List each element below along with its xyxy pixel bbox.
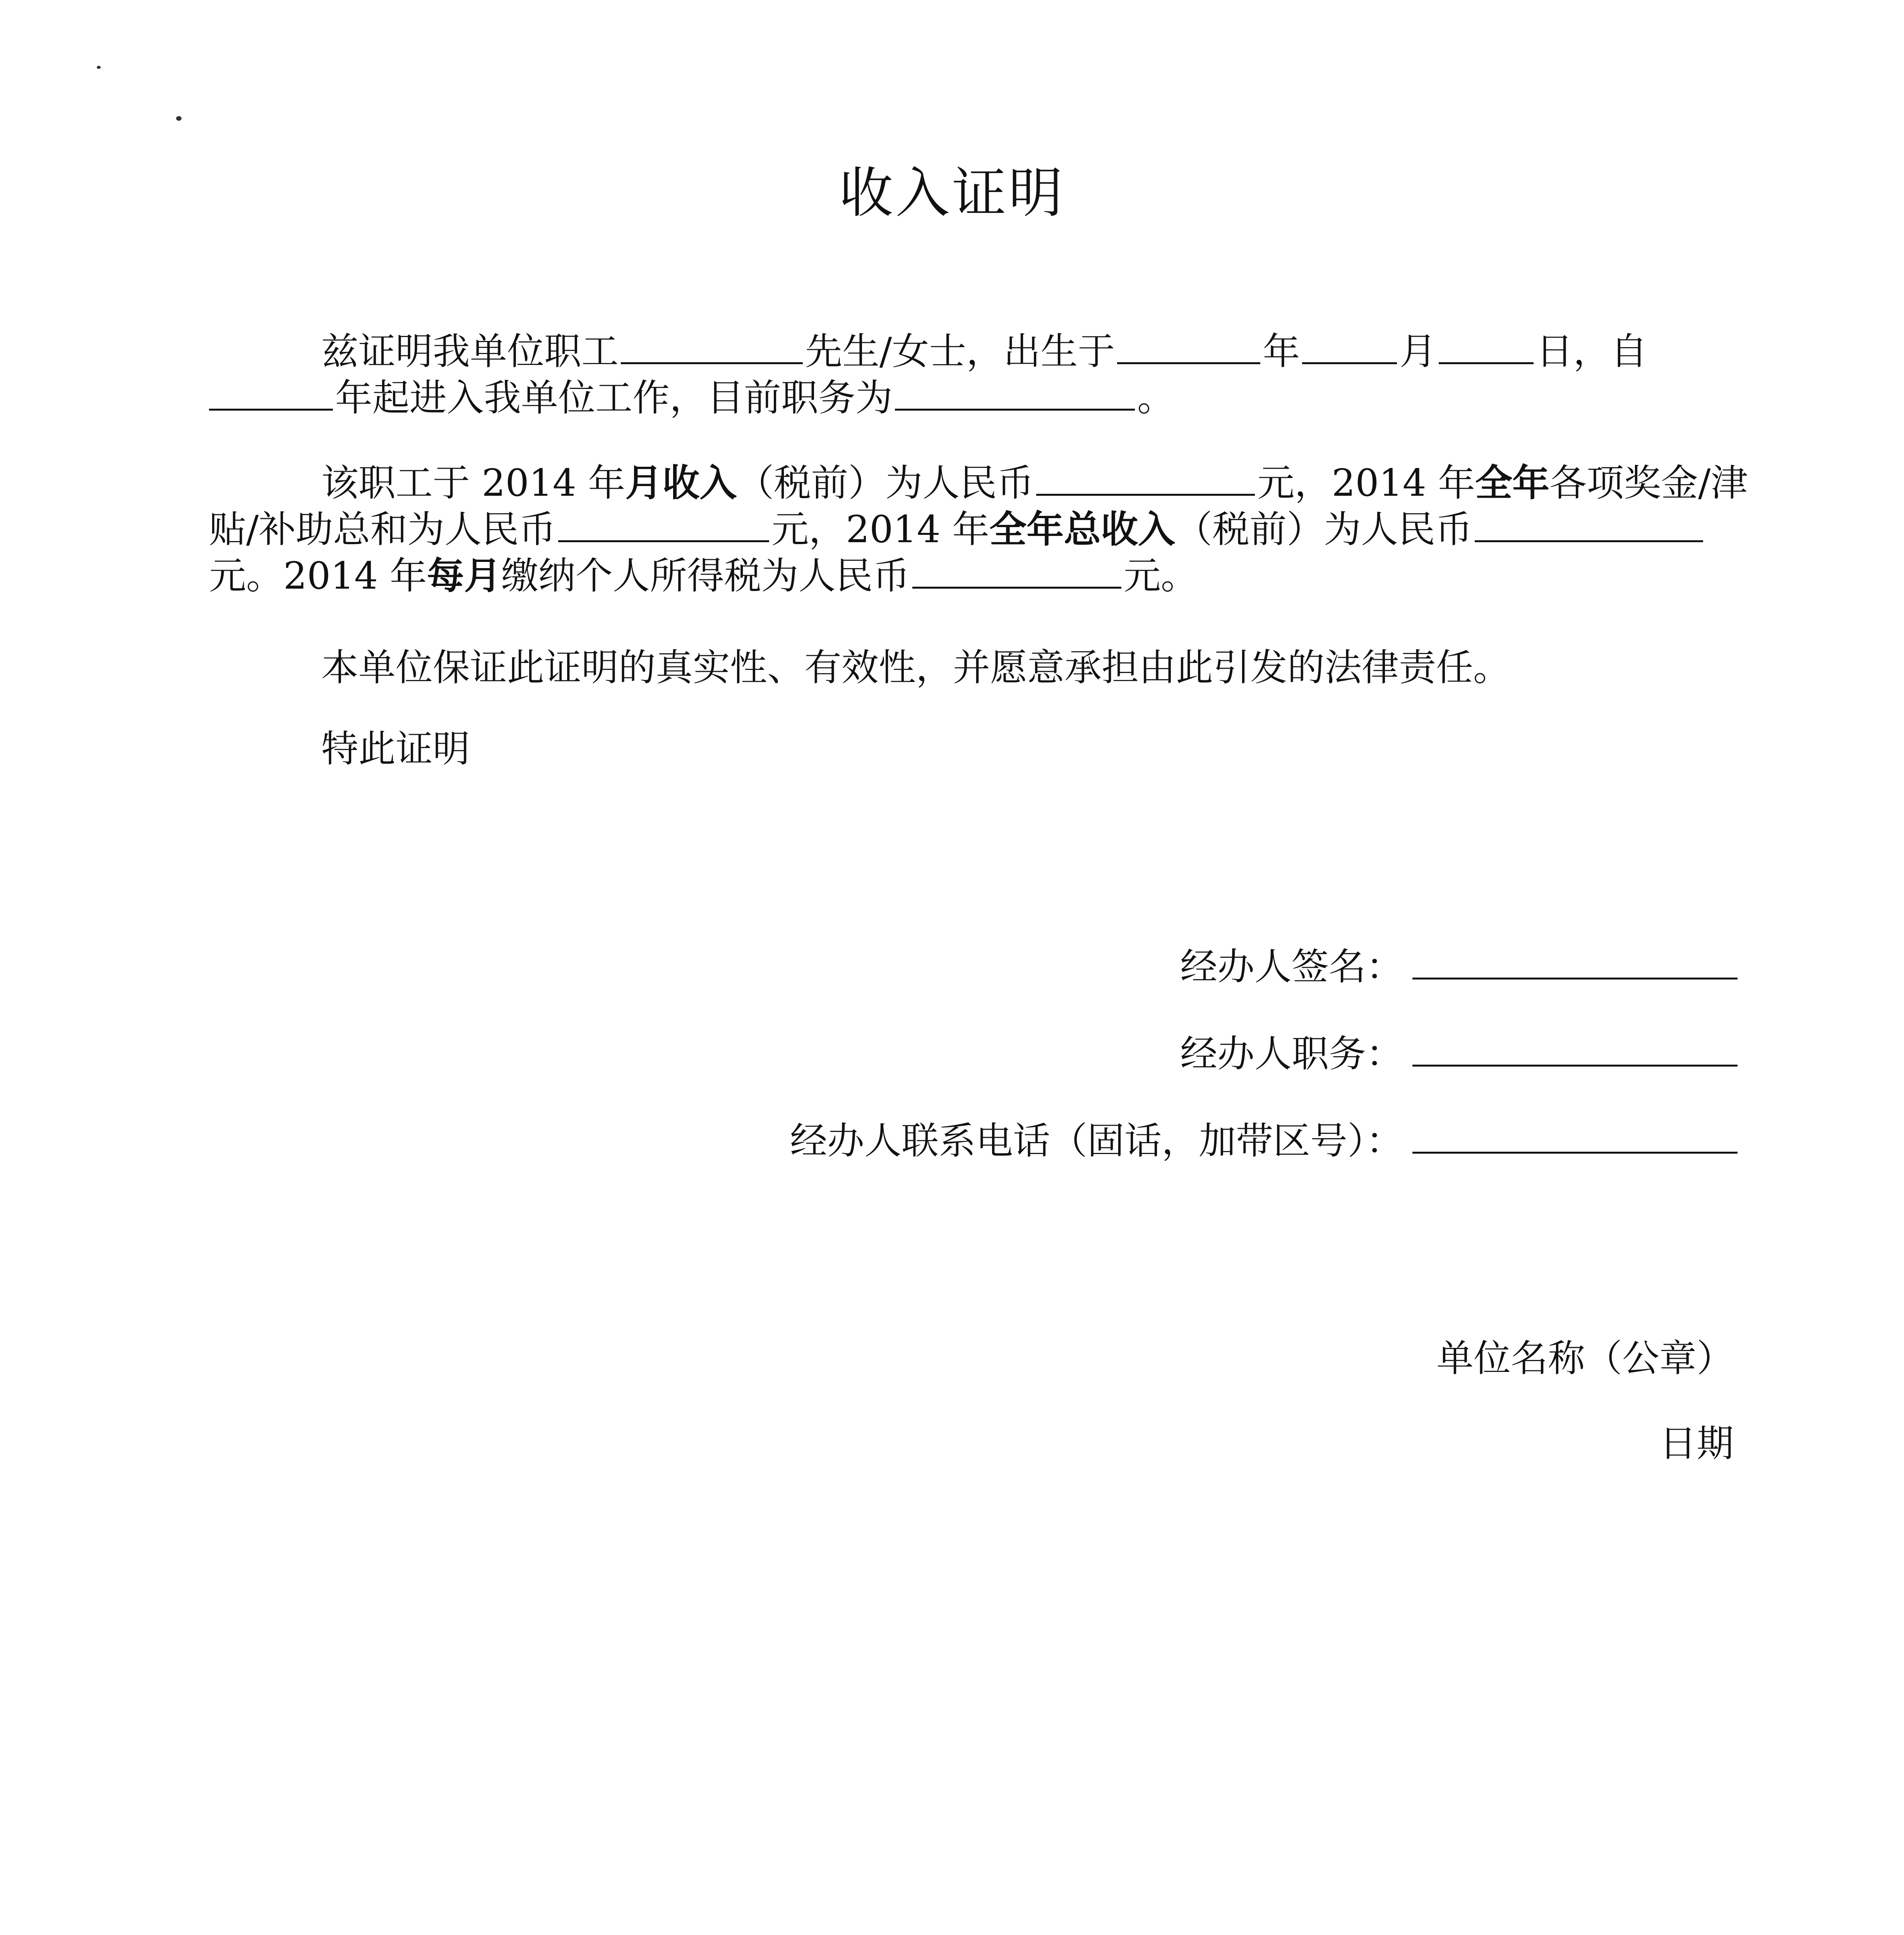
handler-signature-row [1180,940,1738,992]
unit-name-seal: 单位名称（公章） [1436,1337,1734,1380]
scan-speck [176,116,182,121]
birth-year-blank[interactable] [1117,325,1260,364]
handler-phone-field[interactable] [1412,1115,1738,1154]
handler-signature-field[interactable] [1412,940,1738,979]
handler-phone-row [790,1115,1738,1166]
join-year-blank[interactable] [209,372,333,411]
annual-bonus-blank[interactable] [558,503,769,542]
employee-name-blank[interactable] [621,325,803,364]
monthly-income-blank[interactable] [1036,457,1255,496]
paragraph-2-line-1: 该职工于 2014 年月收入（税前）为人民币 元，2014 年全年各项奖金/津 [321,457,1748,508]
handler-title-label: 经办人职务： [1180,1032,1403,1075]
paragraph-2-line-3: 元。2014 年每月缴纳个人所得税为人民币 元。 [209,550,1198,601]
paragraph-1-line-2: 年起进入我单位工作，目前职务为 。 [209,372,1174,423]
current-position-blank[interactable] [895,372,1135,411]
birth-day-blank[interactable] [1439,325,1534,364]
scan-speck [97,66,101,69]
closing-statement: 特此证明 [321,727,470,771]
monthly-tax-blank[interactable] [912,550,1121,589]
handler-phone-label: 经办人联系电话（固话，加带区号）： [790,1119,1403,1163]
paragraph-2-line-2: 贴/补助总和为人民币 元，2014 年全年总收入（税前）为人民币 [209,503,1705,555]
document-title: 收入证明 [839,162,1065,225]
birth-month-blank[interactable] [1302,325,1397,364]
annual-total-income-blank[interactable] [1475,503,1703,542]
date-label: 日期 [1659,1422,1734,1465]
handler-signature-label: 经办人签名： [1180,945,1403,988]
paragraph-1-line-1: 兹证明我单位职工 先生/女士，出生于 年 月 日，自 [321,325,1647,377]
handler-title-row [1180,1027,1738,1079]
handler-title-field[interactable] [1412,1027,1738,1067]
guarantee-statement: 本单位保证此证明的真实性、有效性，并愿意承担由此引发的法律责任。 [321,646,1510,689]
